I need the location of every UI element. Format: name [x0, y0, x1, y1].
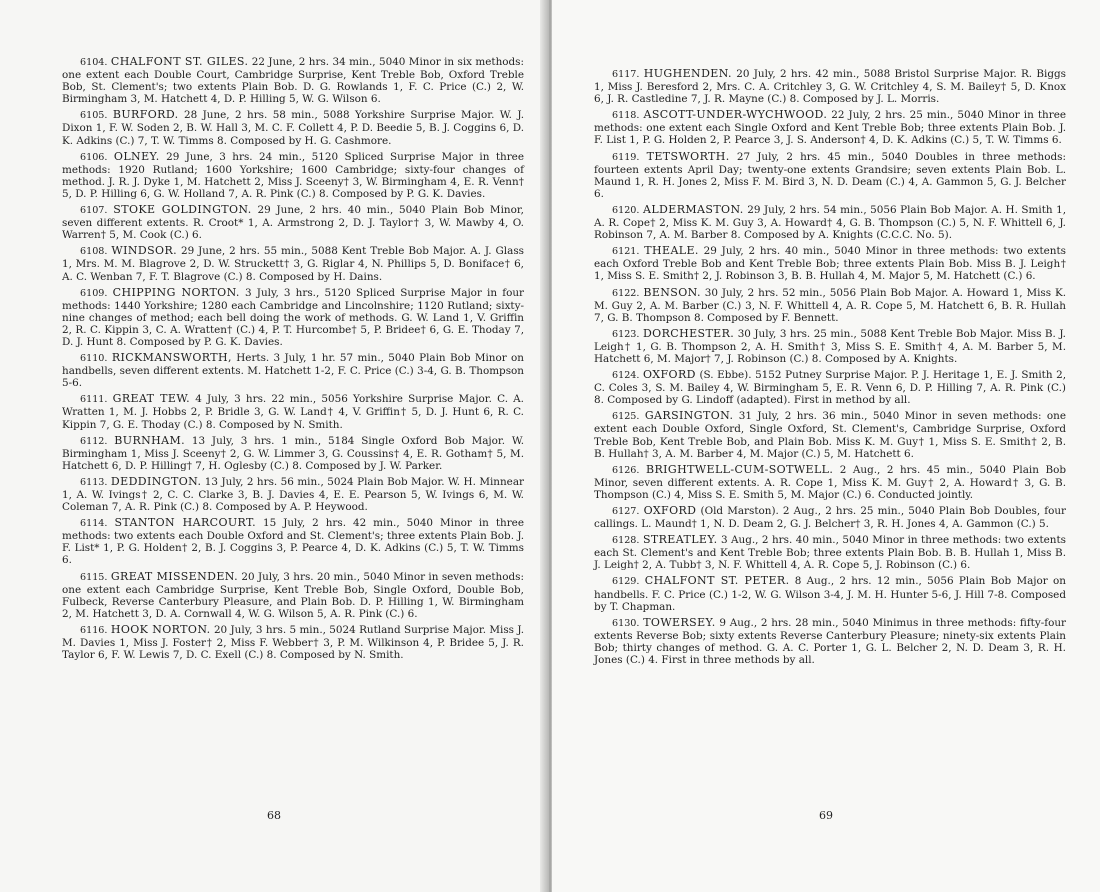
entry-text: 20 July, 2 hrs. 42 min., 5088 Bristol Surprise Major. R. Biggs 1, Miss J. Beresford 2, Mrs. C. A. Critchley 3, G. W. Critchley 4, S. M. Bailey† 5, D. Knox 6, J. R. Castledine 7, J. R. Mayne (C.) 8. Composed by J. L. Morris. — [594, 68, 1066, 106]
entry-place: OXFORD — [643, 368, 696, 382]
peal-entry — [594, 204, 1066, 241]
page-number-left: 68 — [267, 809, 281, 822]
entry-text: 20 July, 3 hrs. 5 min., 5024 Rutland Surprise Major. Miss J. M. Davies 1, Miss J. Foster† 2, Miss F. Webber† 3, P. M. Wilkinson 4, P. Bridee 5, J. R. Taylor 6, F. W. Lewis 7, D. C. Exell (C.) 8. Composed by N. Smith. — [62, 623, 525, 662]
peal-entry — [594, 534, 1066, 571]
entry-place: BENSON. — [643, 285, 701, 299]
entry-number: 6107. — [80, 205, 108, 217]
entry-number: 6123. — [612, 328, 640, 340]
entry-number: 6104. — [80, 57, 108, 68]
entry-place: CHALFONT ST. GILES. — [110, 55, 249, 68]
entry-text: 22 June, 2 hrs. 34 min., 5040 Minor in six methods: one extent each Double Court, Cambridge Surprise, Kent Treble Bob, Oxford Treble Bob, St. Clement's; two extents Plain Bob. D. G. Rowlands 1, F. C. Price (C.) 2, W. Birmingham 3, M. Hatchett 4, D. P. Hilling 5, W. G. Wilson 6. — [62, 56, 525, 106]
entry-number: 6118. — [612, 110, 640, 122]
peal-entry — [62, 56, 524, 105]
entry-number: 6130. — [612, 617, 640, 629]
entry-place: RICKMANSWORTH, — [111, 351, 232, 365]
entry-text: 3 Aug., 2 hrs. 40 min., 5040 Minor in three methods: two extents each St. Clement's and Kent Treble Bob; three extents Plain Bob. B. B. Hullah 1, Miss B. J. Leigh† 2, A. Tubb† 3, N. F. Whittell 4, A. R. Cope 5, J. Robinson (C.) 6. — [594, 534, 1066, 572]
peal-entry — [594, 245, 1066, 282]
entry-place: STANTON HARCOURT. — [114, 516, 257, 530]
entry-place: BURNHAM. — [114, 433, 186, 447]
entry-number: 6106. — [80, 151, 108, 163]
entry-place: BRIGHTWELL-CUM-SOTWELL. — [645, 462, 834, 476]
entry-number: 6109. — [80, 287, 108, 299]
peal-entry — [62, 245, 524, 282]
entry-text: 29 June, 3 hrs. 24 min., 5120 Spliced Surprise Major in three methods: 1920 Rutland; 1600 Yorkshire; 1600 Cambridge; sixty-four changes of method. J. R. J. Dyke 1, M. Hatchett 2, Miss J. Sceeny† 3, W. Birmingham 4, E. R. Venn† 5, D. P. Hilling 6, G. W. Holland 7, A. R. Pink (C.) 8. Composed by P. G. K. Davies. — [62, 150, 524, 200]
peal-entry — [594, 505, 1066, 530]
entry-number: 6115. — [80, 571, 108, 583]
entry-place: CHIPPING NORTON. — [112, 285, 240, 299]
entry-text: 13 July, 3 hrs. 1 min., 5184 Single Oxford Bob Major. W. Birmingham 1, Miss J. Sceeny† 2, G. W. Limmer 3, G. Coussins† 4, E. R. Gotham† 5, M. Hatchett 6, D. P. Hilling† 7, H. Oglesby (C.) 8. Composed by J. W. Parker. — [62, 434, 524, 472]
entry-number: 6117. — [612, 69, 640, 80]
entry-place: GARSINGTON. — [644, 409, 734, 423]
entry-number: 6125. — [612, 411, 640, 423]
entry-place: CHALFONT ST. PETER. — [644, 574, 790, 588]
entry-place: STOKE GOLDINGTON. — [113, 203, 252, 217]
entry-number: 6114. — [80, 518, 108, 530]
entry-number: 6121. — [612, 246, 640, 258]
peal-entry — [62, 571, 524, 620]
entry-text: 2 Aug., 2 hrs. 45 min., 5040 Plain Bob Minor, seven different extents. A. R. Cope 1, Miss K. M. Guy† 2, A. Howard† 3, G. B. Thompson (C.) 4, Miss S. E. Smith 5, M. Major (C.) 6. Conducted jointly. — [594, 463, 1066, 501]
entry-place: BURFORD. — [112, 108, 179, 122]
peal-entry — [594, 68, 1066, 105]
entry-text: 28 June, 2 hrs. 58 min., 5088 Yorkshire Surprise Major. W. J. Dixon 1, F. W. Soden 2, B. W. Hall 3, M. C. F. Collett 4, P. D. Beedie 5, B. J. Coggins 6, D. K. Adkins (C.) 7, T. W. Timms 8. Composed by H. G. Cashmore. — [62, 109, 524, 147]
entry-place: DORCHESTER. — [642, 326, 735, 340]
peal-entry — [594, 410, 1066, 459]
entry-text: 22 July, 2 hrs. 25 min., 5040 Minor in three methods: one extent each Single Oxford and Kent Treble Bob; three extents Plain Bob. J. F. List 1, P. G. Holden 2, P. Pearce 3, J. S. Anderson† 4, D. K. Adkins (C.) 5, T. W. Timms 6. — [594, 109, 1066, 147]
entry-number: 6110. — [80, 353, 108, 365]
left-page — [0, 0, 548, 892]
entry-place: OLNEY. — [113, 149, 160, 163]
entry-text: (S. Ebbe). 5152 Putney Surprise Major. P. J. Heritage 1, E. J. Smith 2, C. Coles 3, S. M. Bailey 4, W. Birmingham 5, E. R. Venn 6, D. P. Hilling 7, A. R. Pink (C.) 8. Composed by G. Lindoff (adapted). First in method by all. — [594, 369, 1066, 407]
peal-entry — [62, 517, 524, 566]
peal-entry — [62, 287, 524, 348]
entry-number: 6128. — [612, 535, 640, 547]
entry-number: 6126. — [612, 464, 640, 476]
entry-text: 29 July, 2 hrs. 40 min., 5040 Minor in three methods: two extents each Oxford Treble Bob and Kent Treble Bob; three extents Plain Bob. Miss B. J. Leigh† 1, Miss S. E. Smith† 2, J. Robinson 3, B. B. Hullah 4, M. Major 5, M. Hatchett (C.) 6. — [594, 245, 1066, 283]
entry-place: OXFORD — [643, 504, 697, 517]
right-page — [552, 0, 1100, 892]
peal-entry — [62, 151, 524, 200]
entry-place: TOWERSEY. — [643, 615, 716, 629]
peal-entry — [62, 204, 524, 241]
left-entries — [62, 56, 524, 661]
entry-text: 30 July, 2 hrs. 52 min., 5056 Plain Bob Major. A. Howard 1, Miss K. M. Guy 2, A. M. Barber (C.) 3, N. F. Whittell 4, A. R. Cope 5, M. Hatchett 6, B. R. Hullah 7, G. B. Thompson 8. Composed by F. Bennett. — [594, 286, 1067, 324]
peal-entry — [62, 435, 524, 472]
entry-number: 6111. — [80, 394, 108, 406]
entry-place: DEDDINGTON. — [110, 474, 202, 488]
entry-place: TETSWORTH. — [646, 149, 730, 163]
entry-place: ASCOTT-UNDER-WYCHWOOD. — [643, 108, 828, 122]
right-entries — [594, 68, 1066, 666]
entry-place: THEALE. — [644, 244, 699, 258]
entry-number: 6108. — [80, 246, 108, 258]
peal-entry — [62, 624, 524, 661]
entry-number: 6112. — [80, 435, 108, 447]
entry-number: 6105. — [80, 110, 108, 122]
peal-entry — [594, 369, 1066, 406]
peal-entry — [62, 393, 524, 430]
entry-text: (Old Marston). 2 Aug., 2 hrs. 25 min., 5040 Plain Bob Doubles, four callings. L. Maund† 1, N. D. Deam 2, G. J. Belcher† 3, R. H. Jones 4, A. Gammon (C.) 5. — [594, 505, 1066, 531]
entry-text: 8 Aug., 2 hrs. 12 min., 5056 Plain Bob Major on handbells. F. C. Price (C.) 1-2, W. G. Wilson 3-4, J. M. H. Hunter 5-6, J. Hill 7-8. Composed by T. Chapman. — [594, 575, 1066, 613]
entry-number: 6120. — [612, 204, 640, 216]
peal-entry — [594, 109, 1066, 146]
entry-place: HUGHENDEN. — [643, 67, 732, 80]
entry-text: 9 Aug., 2 hrs. 28 min., 5040 Minimus in three methods: fifty-four extents Reverse Bob; sixty extents Reverse Canterbury Pleasure; ninety-six extents Plain Bob; thirty changes of method. G. A. C. Porter 1, G. L. Belcher 2, N. D. Deam 3, R. H. Jones (C.) 4. First in three methods by all. — [594, 616, 1066, 667]
entry-place: ALDERMASTON. — [643, 202, 744, 216]
entry-place: STREATLEY. — [642, 533, 718, 547]
entry-place: HOOK NORTON. — [110, 622, 211, 636]
peal-entry — [594, 287, 1066, 324]
peal-entry — [594, 617, 1066, 666]
entry-text: 15 July, 2 hrs. 42 min., 5040 Minor in three methods: two extents each Double Oxford and St. Clement's; three extents Plain Bob. J. F. List* 1, P. G. Holden† 2, B. J. Coggins 3, P. Pearce 4, D. K. Adkins (C.) 5, T. W. Timms 6. — [62, 517, 524, 567]
entry-number: 6119. — [612, 151, 640, 163]
entry-text: 29 June, 2 hrs. 40 min., 5040 Plain Bob Minor, seven different extents. R. Croot* 1, A. Armstrong 2, D. J. Taylor† 3, W. Mawby 4, O. Warren† 5, M. Cook (C.) 6. — [62, 204, 524, 242]
entry-number: 6113. — [80, 476, 108, 488]
peal-entry — [594, 151, 1066, 200]
entry-text: 13 July, 2 hrs. 56 min., 5024 Plain Bob Major. W. H. Minnear 1, A. W. Ivings† 2, C. C. Clarke 3, B. J. Davies 4, E. E. Pearson 5, W. Ivings 6, M. W. Coleman 7, A. R. Pink (C.) 8. Composed by A. P. Heywood. — [62, 475, 524, 514]
entry-number: 6129. — [612, 576, 640, 588]
peal-entry — [594, 575, 1066, 612]
entry-text: 29 June, 2 hrs. 55 min., 5088 Kent Treble Bob Major. A. J. Glass 1, Mrs. M. M. Blagrove 2, D. W. Struckett† 3, G. Riglar 4, N. Phillips 5, D. Boniface† 6, A. C. Wenban 7, F. T. Blagrove (C.) 8. Composed by H. Dains. — [62, 245, 524, 283]
peal-entry — [594, 328, 1066, 365]
entry-text: 31 July, 2 hrs. 36 min., 5040 Minor in seven methods: one extent each Double Oxford, Single Oxford, St. Clement's, Cambridge Surprise, Oxford Treble Bob, Kent Treble Bob, and Plain Bob. Miss K. M. Guy† 1, Miss S. E. Smith† 2, B. B. Hullah† 3, A. M. Barber 4, M. Major (C.) 5, M. Hatchett 6. — [594, 410, 1066, 460]
entry-text: 20 July, 3 hrs. 20 min., 5040 Minor in seven methods: one extent each Cambridge Surprise, Kent Treble Bob, Single Oxford, Double Bob, Fulbeck, Reverse Canterbury Pleasure, and Plain Bob. D. P. Hilling 1, W. Birmingham 2, M. Hatchett 3, D. A. Cornwall 4, W. G. Wilson 5, A. R. Pink (C.) 6. — [62, 570, 524, 620]
peal-entry — [62, 352, 524, 389]
entry-number: 6127. — [612, 506, 640, 517]
entry-text: 29 July, 2 hrs. 54 min., 5056 Plain Bob Major. A. H. Smith 1, A. R. Cope† 2, Miss K. M. Guy 3, A. Howard† 4, G. B. Thompson (C.) 5, N. F. Whittell 6, J. Robinson 7, A. M. Barber 8. Composed by A. Knights (C.C.C. No. 5). — [594, 203, 1066, 242]
page-number-right: 69 — [819, 809, 833, 822]
entry-text: 3 July, 3 hrs., 5120 Spliced Surprise Major in four methods: 1440 Yorkshire; 1280 each Cambridge and Lincolnshire; 1120 Rutland; sixty-nine changes of method; each bell doing the work of methods. G. W. Land 1, V. Griffin 2, R. C. Kippin 3, C. A. Wratten† (C.) 4, P. T. Hurcombe† 5, P. Bridee† 6, G. E. Thoday 7, D. J. Hunt 8. Composed by P. G. K. Davies. — [62, 286, 524, 348]
entry-text: 30 July, 3 hrs. 25 min., 5088 Kent Treble Bob Major. Miss B. J. Leigh† 1, G. B. Thompson 2, A. H. Smith† 3, Miss S. E. Smith† 4, A. M. Barber 5, M. Hatchett 6, M. Major† 7, J. Robinson (C.) 8. Composed by A. Knights. — [594, 327, 1066, 365]
peal-entry — [62, 109, 524, 146]
entry-place: GREAT MISSENDEN. — [110, 569, 238, 583]
peal-entry — [594, 464, 1066, 501]
peal-entry — [62, 476, 524, 513]
entry-place: GREAT TEW. — [112, 392, 191, 406]
entry-text: 27 July, 2 hrs. 45 min., 5040 Doubles in three methods: fourteen extents April Day; twenty-one extents Grandsire; seven extents Plain Bob. L. Maund 1, R. H. Jones 2, Miss F. M. Bird 3, N. D. Deam (C.) 4, A. Gammon 5, G. J. Belcher 6. — [594, 150, 1066, 200]
entry-place: WINDSOR. — [111, 244, 178, 258]
entry-number: 6124. — [612, 370, 640, 382]
entry-number: 6122. — [612, 287, 640, 299]
entry-text: 4 July, 3 hrs. 22 min., 5056 Yorkshire Surprise Major. C. A. Wratten 1, M. J. Hobbs 2, P. Bridle 3, G. W. Land† 4, V. Griffin† 5, D. J. Hunt 6, R. C. Kippin 7, G. E. Thoday (C.) 8. Composed by N. Smith. — [62, 393, 524, 431]
entry-number: 6116. — [80, 624, 108, 636]
entry-text: Herts. 3 July, 1 hr. 57 min., 5040 Plain Bob Minor on handbells, seven different extents. M. Hatchett 1-2, F. C. Price (C.) 3-4, G. B. Thompson 5-6. — [62, 352, 524, 390]
